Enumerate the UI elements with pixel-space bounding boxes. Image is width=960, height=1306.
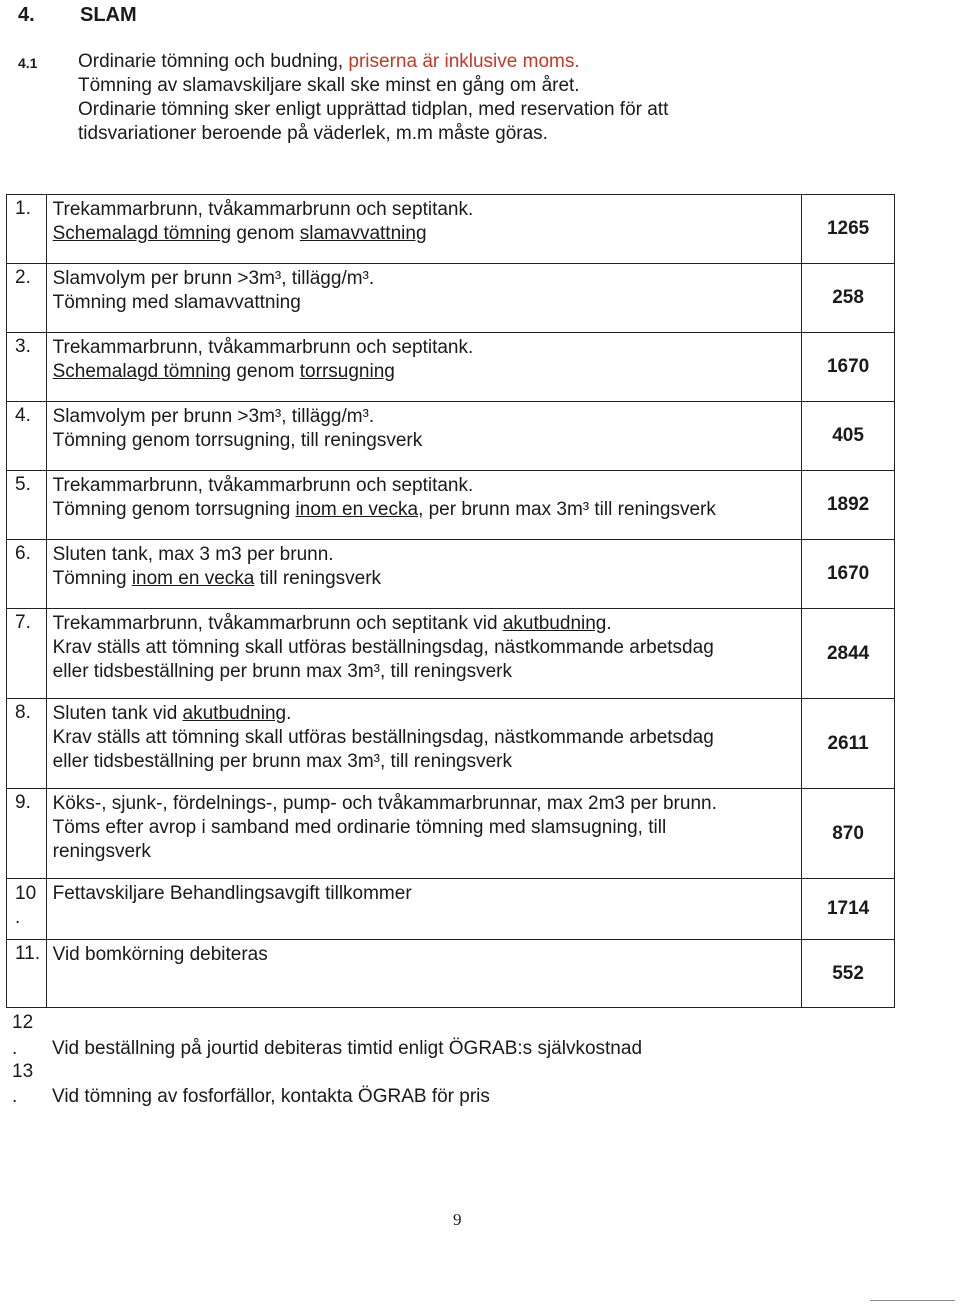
row-price: 1670 [802, 540, 895, 609]
row-line-text: genom [231, 361, 300, 382]
row-line: Trekammarbrunn, tvåkammarbrunn och septitank. [52, 337, 474, 358]
row-line-text: Sluten tank vid [52, 703, 183, 724]
row-description [46, 940, 802, 1008]
row-line-underlined: inom en vecka [131, 568, 255, 589]
intro-line3: Ordinarie tömning sker enligt upprättad tidplan, med reservation för att [78, 99, 669, 120]
row-line-text: Tömning genom torrsugning [52, 499, 296, 520]
table-row [7, 940, 895, 1008]
row-line: eller tidsbeställning per brunn max 3m³, till reningsverk [52, 661, 512, 682]
intro-line1: Ordinarie tömning och budning, [78, 51, 349, 72]
section-heading [18, 4, 137, 27]
heading-number: 4. [18, 4, 35, 26]
row-line-underlined: slamavvattning [299, 223, 427, 244]
row-number [7, 879, 47, 940]
row-description [46, 264, 802, 333]
row-price: 1714 [802, 879, 895, 940]
table-row [7, 264, 895, 333]
row-line-text: . [606, 613, 612, 634]
table-row [7, 879, 895, 940]
row-description [46, 195, 802, 264]
row-number: 6. [7, 540, 47, 609]
row-price: 1892 [802, 471, 895, 540]
row-price: 552 [802, 940, 895, 1008]
row-line: reningsverk [52, 841, 151, 862]
footer-divider [870, 1300, 955, 1301]
row-price: 870 [802, 789, 895, 879]
row-line: Trekammarbrunn, tvåkammarbrunn och septitank. [52, 199, 474, 220]
row-description [46, 609, 802, 699]
table-row [7, 609, 895, 699]
row-number: 9. [7, 789, 47, 879]
row-price: 2611 [802, 699, 895, 789]
row-line: Tömning genom torrsugning, till reningsverk [52, 430, 423, 451]
row-price: 2844 [802, 609, 895, 699]
row-line-text: Tömning [52, 568, 132, 589]
row-description [46, 402, 802, 471]
row-line: Trekammarbrunn, tvåkammarbrunn och septitank. [52, 475, 474, 496]
note-number: . [12, 1086, 18, 1107]
row-line-underlined: torrsugning [299, 361, 395, 382]
row-number: 5. [7, 471, 47, 540]
row-price: 258 [802, 264, 895, 333]
note-text: Vid tömning av fosforfällor, kontakta ÖGRAB för pris [52, 1086, 490, 1107]
row-number: 7. [7, 609, 47, 699]
row-line: Slamvolym per brunn >3m³, tillägg/m³. [52, 268, 375, 289]
row-line-text: , per brunn max 3m³ till reningsverk [418, 499, 716, 520]
heading-title: SLAM [80, 4, 137, 26]
table-row [7, 540, 895, 609]
table-row [7, 471, 895, 540]
row-line-text: Trekammarbrunn, tvåkammarbrunn och septitank vid [52, 613, 503, 634]
row-number-part: . [15, 907, 21, 928]
intro-line2: Tömning av slamavskiljare skall ske minst en gång om året. [78, 75, 580, 96]
table-row [7, 402, 895, 471]
row-line: Fettavskiljare Behandlingsavgift tillkommer [52, 883, 412, 904]
table-row [7, 699, 895, 789]
row-number-part: 10 [15, 883, 37, 904]
page-number: 9 [453, 1210, 462, 1229]
subsection-number: 4.1 [18, 55, 38, 71]
row-line: Vid bomkörning debiteras [52, 944, 268, 965]
price-table [6, 194, 895, 1008]
row-line: Sluten tank, max 3 m3 per brunn. [52, 544, 334, 565]
note-number: 12 [12, 1012, 34, 1033]
table-row [7, 333, 895, 402]
table-row [7, 789, 895, 879]
row-line: Krav ställs att tömning skall utföras beställningsdag, nästkommande arbetsdag [52, 637, 714, 658]
row-number: 4. [7, 402, 47, 471]
row-number: 3. [7, 333, 47, 402]
row-description [46, 471, 802, 540]
row-line: eller tidsbeställning per brunn max 3m³, till reningsverk [52, 751, 512, 772]
row-price: 405 [802, 402, 895, 471]
row-line-underlined: akutbudning [182, 703, 287, 724]
row-line-underlined: akutbudning [502, 613, 607, 634]
row-description [46, 789, 802, 879]
row-line: Köks-, sjunk-, fördelnings-, pump- och tvåkammarbrunnar, max 2m3 per brunn. [52, 793, 717, 814]
row-line-text: . [286, 703, 292, 724]
row-line: Krav ställs att tömning skall utföras beställningsdag, nästkommande arbetsdag [52, 727, 714, 748]
row-line-underlined: Schemalagd tömning [52, 361, 232, 382]
note-text: Vid beställning på jourtid debiteras timtid enligt ÖGRAB:s självkostnad [52, 1038, 643, 1059]
table-row [7, 195, 895, 264]
row-price: 1670 [802, 333, 895, 402]
row-line-underlined: inom en vecka [295, 499, 419, 520]
row-description [46, 333, 802, 402]
row-number: 8. [7, 699, 47, 789]
intro-line4: tidsvariationer beroende på väderlek, m.m måste göras. [78, 123, 548, 144]
note-number: . [12, 1038, 18, 1059]
row-line: Tömning med slamavvattning [52, 292, 301, 313]
row-line: Slamvolym per brunn >3m³, tillägg/m³. [52, 406, 375, 427]
price-note: priserna är inklusive moms. [348, 51, 580, 72]
row-number: 2. [7, 264, 47, 333]
row-price: 1265 [802, 195, 895, 264]
intro-text [78, 50, 778, 146]
row-description [46, 699, 802, 789]
row-line: Töms efter avrop i samband med ordinarie tömning med slamsugning, till [52, 817, 667, 838]
row-number: 11. [7, 940, 47, 1008]
row-line-text: genom [231, 223, 300, 244]
row-line-text: till reningsverk [254, 568, 382, 589]
note-number: 13 [12, 1061, 34, 1082]
row-description [46, 540, 802, 609]
row-line-underlined: Schemalagd tömning [52, 223, 232, 244]
row-number: 1. [7, 195, 47, 264]
row-description [46, 879, 802, 940]
